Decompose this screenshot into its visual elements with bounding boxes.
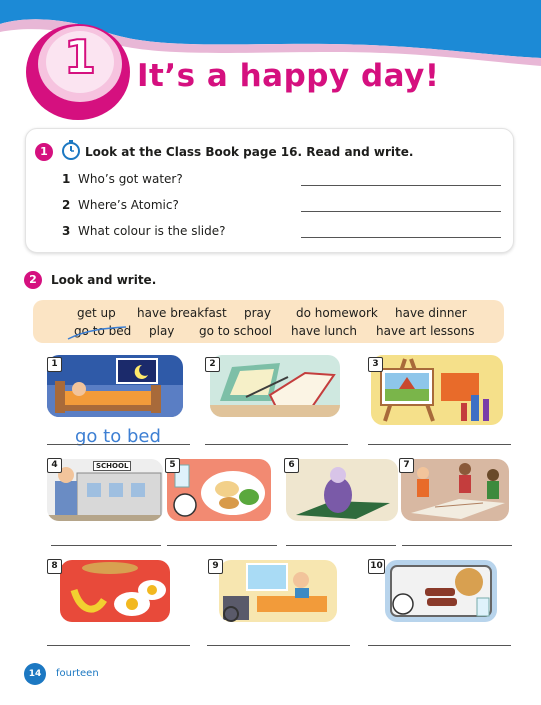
write-line-3[interactable]	[368, 444, 511, 445]
word-bank-item: play	[149, 324, 175, 338]
word-bank-item: have art lessons	[376, 324, 475, 338]
write-line-7[interactable]	[402, 545, 512, 546]
picture-number: 4	[47, 458, 62, 473]
bed-moon-icon	[47, 355, 183, 417]
school-sign: SCHOOL	[93, 461, 131, 471]
picture-number: 6	[284, 458, 299, 473]
picture-number: 1	[47, 357, 62, 372]
picture-number: 8	[47, 559, 62, 574]
write-line-10[interactable]	[368, 645, 511, 646]
stopwatch-icon	[60, 139, 82, 161]
write-line-2[interactable]	[205, 444, 348, 445]
lunch-plate-icon	[167, 459, 271, 521]
picture-number: 10	[368, 559, 385, 574]
picture-number: 3	[368, 357, 383, 372]
write-line-5[interactable]	[167, 545, 277, 546]
word-bank-item-crossed: go to bed	[74, 324, 132, 338]
getting-up-icon	[219, 560, 337, 622]
answer-line-1[interactable]	[301, 185, 501, 186]
art-easel-icon	[371, 355, 503, 425]
children-playing-icon	[401, 459, 509, 521]
picture-number: 5	[165, 458, 180, 473]
word-bank-item: have lunch	[291, 324, 358, 338]
question-2: 2 Where’s Atomic?	[62, 198, 179, 212]
strike-through-mark	[66, 324, 130, 342]
unit-number: 1	[63, 30, 96, 84]
question-1: 1 Who’s got water?	[62, 172, 183, 186]
write-line-8[interactable]	[47, 645, 190, 646]
write-line-4[interactable]	[51, 545, 161, 546]
picture-number: 9	[208, 559, 223, 574]
exercise-1-instruction: Look at the Class Book page 16. Read and write.	[85, 145, 414, 159]
word-bank-item: do homework	[296, 306, 378, 320]
word-bank-item: have breakfast	[137, 306, 227, 320]
word-bank-item: have dinner	[395, 306, 467, 320]
write-line-6[interactable]	[286, 545, 396, 546]
answer-line-2[interactable]	[301, 211, 501, 212]
write-line-1[interactable]	[47, 444, 190, 445]
question-3: 3 What colour is the slide?	[62, 224, 226, 238]
word-bank-item: go to school	[199, 324, 273, 338]
write-line-9[interactable]	[207, 645, 350, 646]
word-bank-item: get up	[77, 306, 116, 320]
exercise-1-number: 1	[35, 143, 53, 161]
answer-line-3[interactable]	[301, 237, 501, 238]
picture-number: 2	[205, 357, 220, 372]
page-number-badge: 14	[24, 663, 46, 685]
breakfast-plate-icon	[60, 560, 170, 622]
word-bank-item: pray	[244, 306, 272, 320]
page-number-word: fourteen	[56, 668, 99, 679]
picture-number: 7	[399, 458, 414, 473]
exercise-2-instruction: Look and write.	[51, 273, 157, 287]
handwritten-answer-1: go to bed	[75, 426, 161, 447]
exercise-2-number: 2	[24, 271, 42, 289]
homework-book-icon	[210, 355, 340, 417]
unit-title: It’s a happy day!	[137, 58, 440, 94]
dinner-tray-icon	[385, 560, 497, 622]
praying-girl-icon	[286, 459, 398, 521]
